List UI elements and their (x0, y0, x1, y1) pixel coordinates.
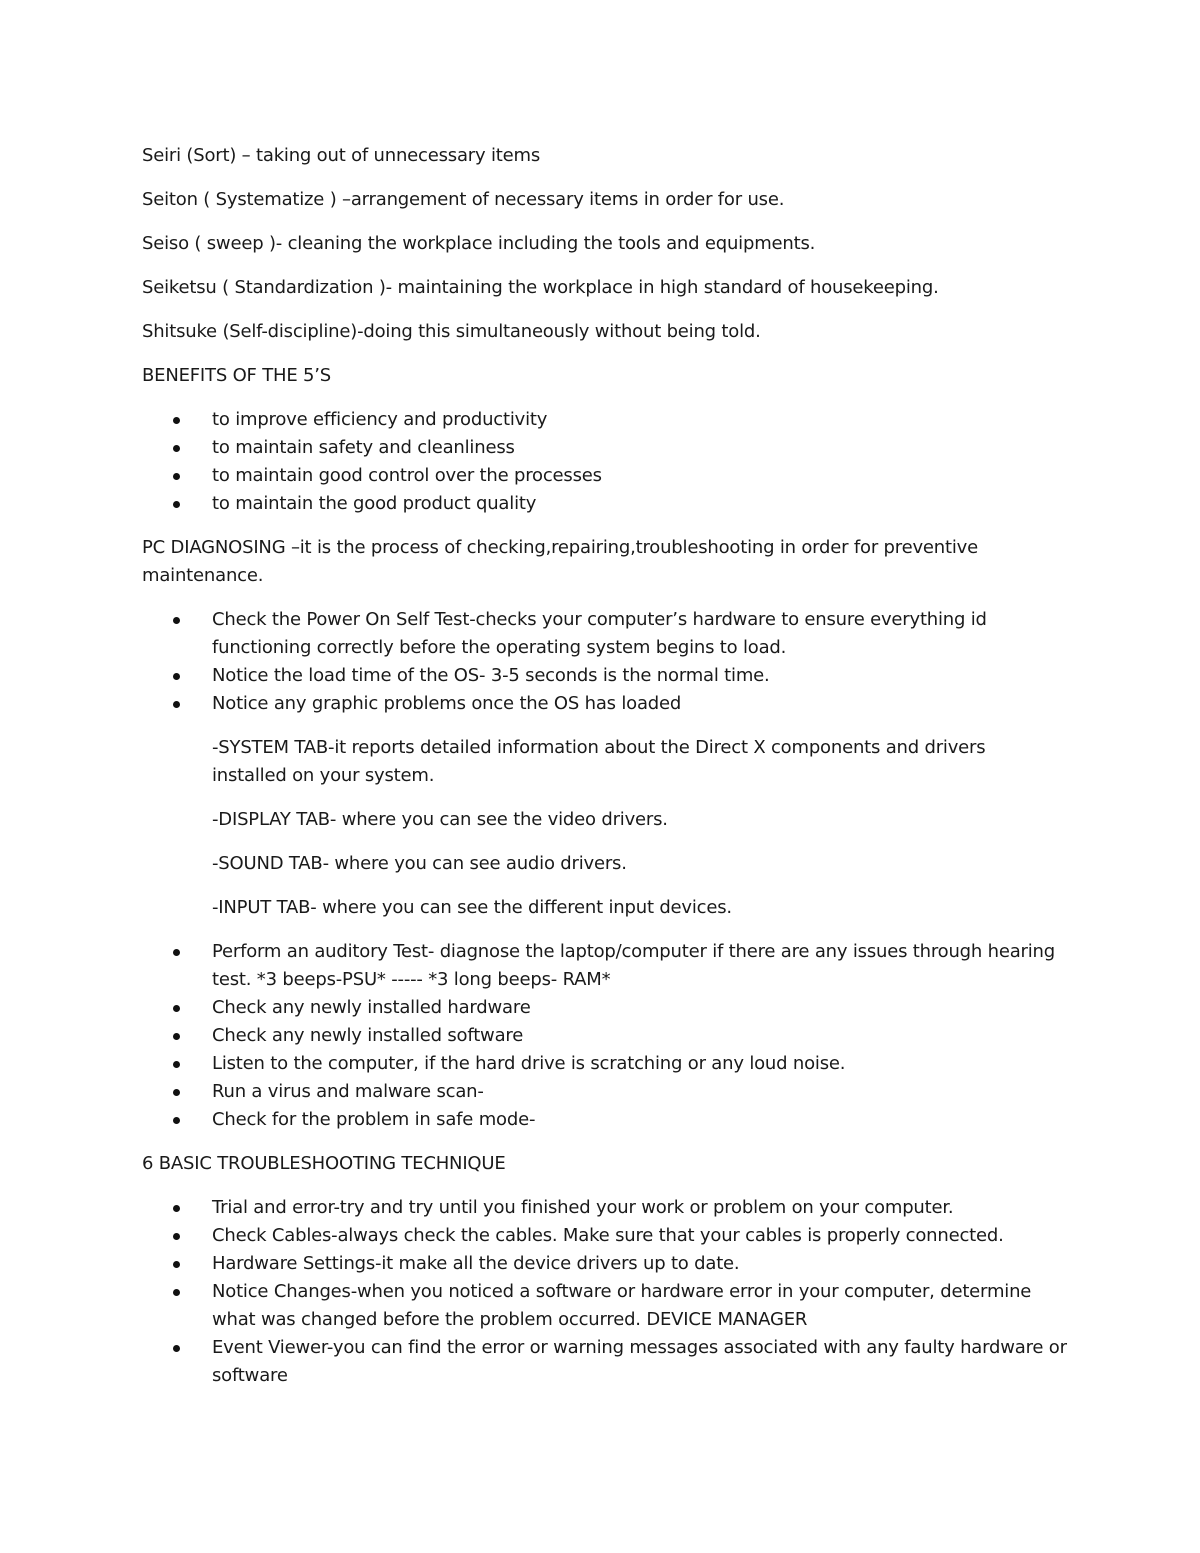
list-item: Notice any graphic problems once the OS has loaded (142, 690, 1002, 718)
bullet-icon (173, 1261, 180, 1268)
bullet-icon (173, 673, 180, 680)
bullet-icon (173, 417, 180, 424)
seiketsu-line: Seiketsu ( Standardization )- maintaining the workplace in high standard of housekeeping. (142, 277, 939, 298)
bullet-icon (173, 1345, 180, 1352)
display-tab-text: -DISPLAY TAB- where you can see the video drivers. (212, 809, 668, 830)
diagnosing-list-b (142, 938, 1072, 1134)
bullet-icon (173, 617, 180, 624)
list-item: Run a virus and malware scan- (142, 1078, 1072, 1106)
bullet-icon (173, 1033, 180, 1040)
bullet-icon (173, 473, 180, 480)
list-item: Check any newly installed software (142, 1022, 1072, 1050)
bullet-icon (173, 701, 180, 708)
seiri-line: Seiri (Sort) – taking out of unnecessary items (142, 145, 541, 166)
list-item: Check Cables-always check the cables. Make sure that your cables is properly connected. (142, 1222, 1072, 1250)
list-item: Trial and error-try and try until you finished your work or problem on your computer. (142, 1194, 1072, 1222)
list-item: Check for the problem in safe mode- (142, 1106, 1072, 1134)
list-item: Listen to the computer, if the hard drive is scratching or any loud noise. (142, 1050, 1072, 1078)
bullet-icon (173, 1289, 180, 1296)
benefits-heading: BENEFITS OF THE 5’S (142, 365, 332, 386)
bullet-icon (173, 445, 180, 452)
benefits-list (142, 406, 1072, 518)
bullet-icon (173, 1089, 180, 1096)
list-item: Notice Changes-when you noticed a software or hardware error in your computer, determine what was changed before the problem occurred. DEVICE MANAGER (142, 1278, 1072, 1334)
system-tab-text: -SYSTEM TAB-it reports detailed information about the Direct X components and drivers installed on your system. (212, 737, 986, 786)
troubleshooting-heading: 6 BASIC TROUBLESHOOTING TECHNIQUE (142, 1153, 506, 1174)
bullet-icon (173, 1205, 180, 1212)
diagnosing-list-a (142, 606, 1002, 718)
list-item: Hardware Settings-it make all the device drivers up to date. (142, 1250, 1072, 1278)
sound-tab-text: -SOUND TAB- where you can see audio drivers. (212, 853, 627, 874)
bullet-icon (173, 1061, 180, 1068)
troubleshooting-list (142, 1194, 1072, 1390)
bullet-icon (173, 501, 180, 508)
list-item: to improve efficiency and productivity (142, 406, 1072, 434)
list-item: to maintain good control over the processes (142, 462, 1072, 490)
pc-diagnosing-intro: PC DIAGNOSING –it is the process of checking,repairing,troubleshooting in order for preventive maintenance. (142, 537, 978, 586)
list-item: Check the Power On Self Test-checks your computer’s hardware to ensure everything id functioning correctly before the operating system begins to load. (142, 606, 1002, 662)
seiso-line: Seiso ( sweep )- cleaning the workplace including the tools and equipments. (142, 233, 816, 254)
bullet-icon (173, 949, 180, 956)
list-item: to maintain safety and cleanliness (142, 434, 1072, 462)
document-page (142, 142, 1072, 1406)
list-item: Perform an auditory Test- diagnose the laptop/computer if there are any issues through hearing test. *3 beeps-PSU* ----- *3 long beeps- RAM* (142, 938, 1072, 994)
bullet-icon (173, 1005, 180, 1012)
list-item: to maintain the good product quality (142, 490, 1072, 518)
list-item: Notice the load time of the OS- 3-5 seconds is the normal time. (142, 662, 1002, 690)
bullet-icon (173, 1233, 180, 1240)
list-item: Check any newly installed hardware (142, 994, 1072, 1022)
input-tab-text: -INPUT TAB- where you can see the different input devices. (212, 897, 732, 918)
shitsuke-line: Shitsuke (Self-discipline)-doing this simultaneously without being told. (142, 321, 761, 342)
bullet-icon (173, 1117, 180, 1124)
list-item: Event Viewer-you can find the error or warning messages associated with any faulty hardware or software (142, 1334, 1072, 1390)
seiton-line: Seiton ( Systematize ) –arrangement of necessary items in order for use. (142, 189, 785, 210)
